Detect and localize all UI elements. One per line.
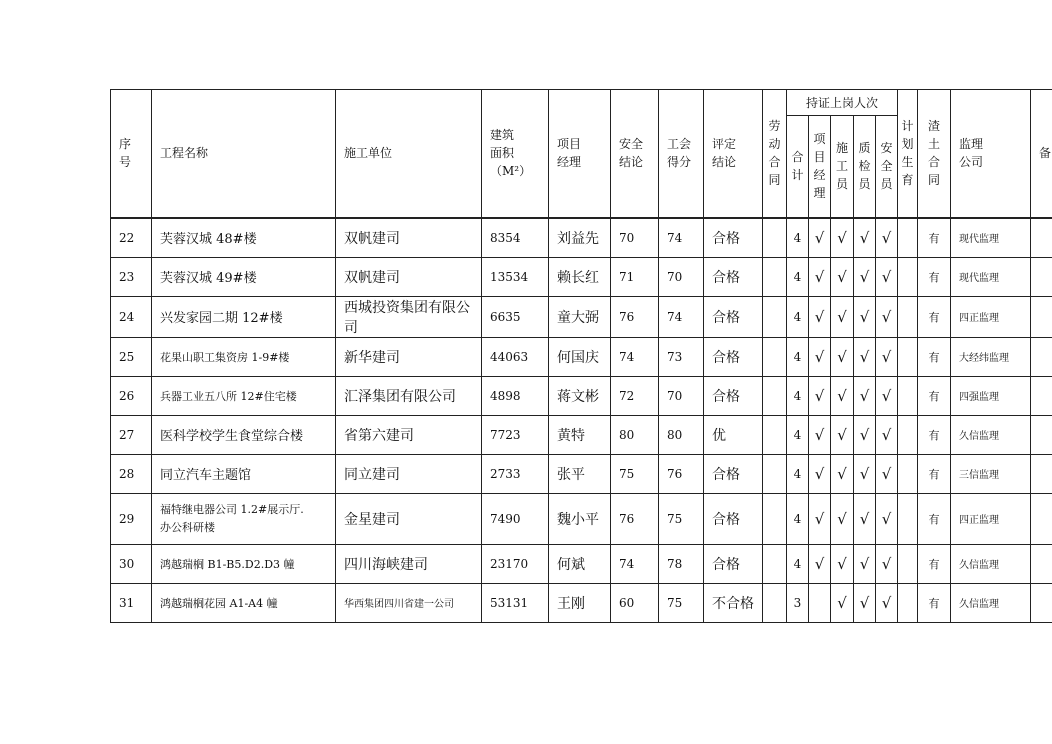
- muck-contract: 有: [918, 493, 951, 544]
- supervisor-company: 现代监理: [951, 218, 1031, 258]
- union-score: 75: [659, 493, 704, 544]
- table-row: [111, 583, 1052, 622]
- cert-safety-check: √: [876, 415, 898, 454]
- project-name: 芙蓉汉城 48#楼: [152, 218, 336, 258]
- construction-unit: 同立建司: [336, 454, 482, 493]
- cert-pm-check: √: [809, 257, 831, 296]
- manager-name: 何国庆: [549, 337, 611, 376]
- table-row: [111, 218, 1052, 258]
- cert-quality-check: √: [854, 337, 876, 376]
- cert-pm-check: √: [809, 337, 831, 376]
- supervisor-company: 三信监理: [951, 454, 1031, 493]
- area-value: 44063: [482, 337, 549, 376]
- row-number: 30: [111, 544, 152, 583]
- cert-pm-check: [809, 583, 831, 622]
- header-manager: 项目 经理: [549, 90, 611, 218]
- labor-contract: [763, 454, 787, 493]
- labor-contract: [763, 544, 787, 583]
- table-row: [111, 337, 1052, 376]
- rating-result: 合格: [704, 296, 763, 337]
- cert-constructor-check: √: [831, 376, 854, 415]
- manager-name: 刘益先: [549, 218, 611, 258]
- cert-total: 4: [787, 257, 809, 296]
- cert-total: 4: [787, 218, 809, 258]
- cert-safety-check: √: [876, 454, 898, 493]
- table-row: [111, 493, 1052, 544]
- project-name: 兵器工业五八所 12#住宅楼: [152, 376, 336, 415]
- project-name: 芙蓉汉城 49#楼: [152, 257, 336, 296]
- labor-contract: [763, 583, 787, 622]
- area-value: 7723: [482, 415, 549, 454]
- header-supervisor: 监理 公司: [951, 90, 1031, 218]
- union-score: 70: [659, 376, 704, 415]
- cert-safety-check: √: [876, 493, 898, 544]
- header-area: 建筑 面积 （M²）: [482, 90, 549, 218]
- rating-result: 优: [704, 415, 763, 454]
- header-cert-safety: 安 全 员: [876, 116, 898, 218]
- table-row: [111, 544, 1052, 583]
- row-number: 25: [111, 337, 152, 376]
- row-number: 26: [111, 376, 152, 415]
- family-planning: [898, 583, 918, 622]
- safety-score: 74: [611, 337, 659, 376]
- labor-contract: [763, 337, 787, 376]
- cert-total: 4: [787, 454, 809, 493]
- area-value: 7490: [482, 493, 549, 544]
- safety-score: 75: [611, 454, 659, 493]
- muck-contract: 有: [918, 257, 951, 296]
- header-family-planning: 计 划 生 育: [898, 90, 918, 218]
- cert-total: 4: [787, 376, 809, 415]
- cert-constructor-check: √: [831, 544, 854, 583]
- remark: [1031, 493, 1052, 544]
- table-row: [111, 257, 1052, 296]
- muck-contract: 有: [918, 296, 951, 337]
- muck-contract: 有: [918, 415, 951, 454]
- header-rating: 评定 结论: [704, 90, 763, 218]
- area-value: 6635: [482, 296, 549, 337]
- area-value: 8354: [482, 218, 549, 258]
- construction-unit: 华西集团四川省建一公司: [336, 583, 482, 622]
- safety-score: 80: [611, 415, 659, 454]
- header-cert-quality: 质 检 员: [854, 116, 876, 218]
- supervisor-company: 四正监理: [951, 296, 1031, 337]
- header-union: 工会 得分: [659, 90, 704, 218]
- construction-unit: 西城投资集团有限公司: [336, 296, 482, 337]
- cert-quality-check: √: [854, 454, 876, 493]
- union-score: 80: [659, 415, 704, 454]
- labor-contract: [763, 376, 787, 415]
- row-number: 29: [111, 493, 152, 544]
- safety-score: 76: [611, 493, 659, 544]
- safety-score: 71: [611, 257, 659, 296]
- project-name: 兴发家园二期 12#楼: [152, 296, 336, 337]
- rating-result: 合格: [704, 376, 763, 415]
- safety-score: 74: [611, 544, 659, 583]
- cert-pm-check: √: [809, 454, 831, 493]
- manager-name: 王刚: [549, 583, 611, 622]
- rating-result: 不合格: [704, 583, 763, 622]
- family-planning: [898, 376, 918, 415]
- project-name: 鸿越瑞榈 B1-B5.D2.D3 幢: [152, 544, 336, 583]
- labor-contract: [763, 296, 787, 337]
- labor-contract: [763, 493, 787, 544]
- union-score: 75: [659, 583, 704, 622]
- cert-total: 3: [787, 583, 809, 622]
- header-cert-constructor: 施 工 员: [831, 116, 854, 218]
- labor-contract: [763, 257, 787, 296]
- construction-unit: 汇泽集团有限公司: [336, 376, 482, 415]
- header-cert-group: 持证上岗人次: [787, 90, 898, 116]
- union-score: 73: [659, 337, 704, 376]
- muck-contract: 有: [918, 218, 951, 258]
- row-number: 31: [111, 583, 152, 622]
- family-planning: [898, 544, 918, 583]
- area-value: 4898: [482, 376, 549, 415]
- cert-pm-check: √: [809, 415, 831, 454]
- header-seq: 序 号: [111, 90, 152, 218]
- cert-constructor-check: √: [831, 415, 854, 454]
- safety-score: 72: [611, 376, 659, 415]
- supervisor-company: 四正监理: [951, 493, 1031, 544]
- cert-pm-check: √: [809, 376, 831, 415]
- header-cert-total: 合 计: [787, 116, 809, 218]
- row-number: 23: [111, 257, 152, 296]
- cert-pm-check: √: [809, 296, 831, 337]
- cert-constructor-check: √: [831, 493, 854, 544]
- remark: [1031, 296, 1052, 337]
- family-planning: [898, 296, 918, 337]
- header-safety: 安全 结论: [611, 90, 659, 218]
- cert-quality-check: √: [854, 218, 876, 258]
- safety-score: 76: [611, 296, 659, 337]
- rating-result: 合格: [704, 218, 763, 258]
- supervisor-company: 大经纬监理: [951, 337, 1031, 376]
- union-score: 74: [659, 218, 704, 258]
- project-name: 福特继电器公司 1.2#展示厅. 办公科研楼: [152, 493, 336, 544]
- remark: [1031, 415, 1052, 454]
- manager-name: 何斌: [549, 544, 611, 583]
- cert-quality-check: √: [854, 583, 876, 622]
- manager-name: 蒋文彬: [549, 376, 611, 415]
- family-planning: [898, 454, 918, 493]
- inspection-table: [110, 89, 1052, 623]
- row-number: 27: [111, 415, 152, 454]
- family-planning: [898, 218, 918, 258]
- cert-quality-check: √: [854, 376, 876, 415]
- union-score: 78: [659, 544, 704, 583]
- project-name: 鸿越瑞榈花园 A1-A4 幢: [152, 583, 336, 622]
- area-value: 53131: [482, 583, 549, 622]
- cert-safety-check: √: [876, 218, 898, 258]
- project-name: 医科学校学生食堂综合楼: [152, 415, 336, 454]
- cert-total: 4: [787, 493, 809, 544]
- cert-quality-check: √: [854, 296, 876, 337]
- cert-constructor-check: √: [831, 218, 854, 258]
- manager-name: 黄特: [549, 415, 611, 454]
- construction-unit: 金星建司: [336, 493, 482, 544]
- supervisor-company: 久信监理: [951, 544, 1031, 583]
- muck-contract: 有: [918, 544, 951, 583]
- supervisor-company: 四强监理: [951, 376, 1031, 415]
- area-value: 23170: [482, 544, 549, 583]
- cert-pm-check: √: [809, 218, 831, 258]
- muck-contract: 有: [918, 376, 951, 415]
- remark: [1031, 583, 1052, 622]
- header-cert-pm: 项 目 经 理: [809, 116, 831, 218]
- muck-contract: 有: [918, 337, 951, 376]
- supervisor-company: 现代监理: [951, 257, 1031, 296]
- cert-quality-check: √: [854, 415, 876, 454]
- supervisor-company: 久信监理: [951, 583, 1031, 622]
- header-labor-contract: 劳 动 合 同: [763, 90, 787, 218]
- union-score: 74: [659, 296, 704, 337]
- remark: [1031, 454, 1052, 493]
- labor-contract: [763, 218, 787, 258]
- family-planning: [898, 257, 918, 296]
- cert-quality-check: √: [854, 493, 876, 544]
- union-score: 76: [659, 454, 704, 493]
- rating-result: 合格: [704, 454, 763, 493]
- area-value: 2733: [482, 454, 549, 493]
- table-row: [111, 296, 1052, 337]
- family-planning: [898, 337, 918, 376]
- supervisor-company: 久信监理: [951, 415, 1031, 454]
- cert-constructor-check: √: [831, 296, 854, 337]
- rating-result: 合格: [704, 337, 763, 376]
- cert-safety-check: √: [876, 296, 898, 337]
- area-value: 13534: [482, 257, 549, 296]
- rating-result: 合格: [704, 257, 763, 296]
- cert-safety-check: √: [876, 583, 898, 622]
- rating-result: 合格: [704, 544, 763, 583]
- row-number: 24: [111, 296, 152, 337]
- row-number: 22: [111, 218, 152, 258]
- table-row: [111, 454, 1052, 493]
- muck-contract: 有: [918, 583, 951, 622]
- family-planning: [898, 415, 918, 454]
- cert-quality-check: √: [854, 544, 876, 583]
- remark: [1031, 376, 1052, 415]
- manager-name: 童大弼: [549, 296, 611, 337]
- construction-unit: 四川海峡建司: [336, 544, 482, 583]
- cert-quality-check: √: [854, 257, 876, 296]
- cert-constructor-check: √: [831, 583, 854, 622]
- header-remark: 备: [1031, 90, 1052, 218]
- muck-contract: 有: [918, 454, 951, 493]
- cert-safety-check: √: [876, 257, 898, 296]
- cert-total: 4: [787, 296, 809, 337]
- remark: [1031, 257, 1052, 296]
- table-row: [111, 376, 1052, 415]
- manager-name: 赖长红: [549, 257, 611, 296]
- project-name: 同立汽车主题馆: [152, 454, 336, 493]
- safety-score: 70: [611, 218, 659, 258]
- family-planning: [898, 493, 918, 544]
- remark: [1031, 218, 1052, 258]
- construction-unit: 双帆建司: [336, 257, 482, 296]
- union-score: 70: [659, 257, 704, 296]
- rating-result: 合格: [704, 493, 763, 544]
- cert-total: 4: [787, 415, 809, 454]
- manager-name: 张平: [549, 454, 611, 493]
- cert-safety-check: √: [876, 337, 898, 376]
- cert-total: 4: [787, 337, 809, 376]
- cert-constructor-check: √: [831, 337, 854, 376]
- cert-constructor-check: √: [831, 454, 854, 493]
- cert-safety-check: √: [876, 376, 898, 415]
- project-name: 花果山职工集资房 1-9#楼: [152, 337, 336, 376]
- remark: [1031, 544, 1052, 583]
- construction-unit: 双帆建司: [336, 218, 482, 258]
- cert-pm-check: √: [809, 544, 831, 583]
- construction-unit: 新华建司: [336, 337, 482, 376]
- cert-pm-check: √: [809, 493, 831, 544]
- labor-contract: [763, 415, 787, 454]
- cert-total: 4: [787, 544, 809, 583]
- cert-safety-check: √: [876, 544, 898, 583]
- safety-score: 60: [611, 583, 659, 622]
- construction-unit: 省第六建司: [336, 415, 482, 454]
- header-muck-contract: 渣 土 合 同: [918, 90, 951, 218]
- cert-constructor-check: √: [831, 257, 854, 296]
- manager-name: 魏小平: [549, 493, 611, 544]
- remark: [1031, 337, 1052, 376]
- header-construction-unit: 施工单位: [336, 90, 482, 218]
- header-project-name: 工程名称: [152, 90, 336, 218]
- row-number: 28: [111, 454, 152, 493]
- table-row: [111, 415, 1052, 454]
